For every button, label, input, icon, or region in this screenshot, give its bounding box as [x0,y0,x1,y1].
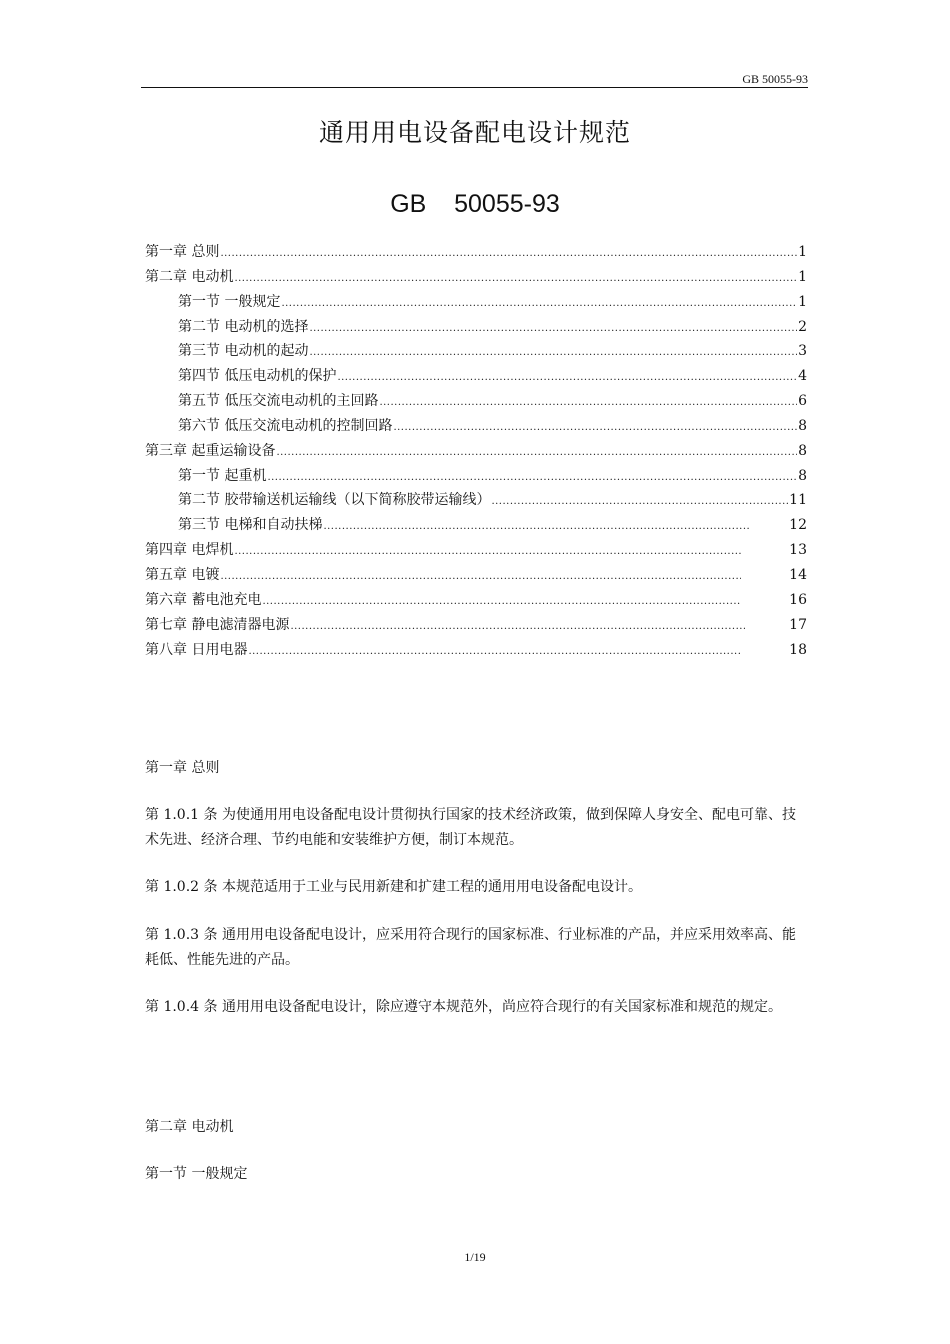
toc-label: 第一节 起重机 [178,467,267,484]
document-title: 通用用电设备配电设计规范 [318,118,631,147]
toc-page-number: 2 [798,318,807,335]
toc-entry[interactable] [145,339,807,364]
toc-page-number: 8 [798,467,807,484]
toc-label: 第二章 电动机 [145,268,234,285]
clause-1-0-2: 第 1.0.2 条 本规范适用于工业与民用新建和扩建工程的通用用电设备配电设计。 [145,879,642,895]
toc-label: 第一章 总则 [145,244,220,260]
toc-leader [281,292,797,317]
chapter-2-heading: 第二章 电动机 [145,1119,234,1135]
toc-leader [491,490,788,515]
toc-page-number: 1 [798,293,807,310]
clause-1-0-4: 第 1.0.4 条 通用用电设备配电设计，除应遵守本规范外，尚应符合现行的有关国家标准和规范的规定。 [145,999,782,1015]
toc-page-number: 11 [789,492,807,509]
toc-label: 第五节 低压交流电动机的主回路 [178,393,379,410]
toc-label: 第一节 一般规定 [178,293,281,310]
toc-leader [220,242,797,267]
toc-label: 第三节 电动机的起动 [178,343,309,360]
section-1-heading: 第一节 一般规定 [145,1166,248,1182]
toc-entry[interactable] [145,563,807,588]
toc-leader [379,391,797,416]
toc-entry[interactable] [145,290,807,315]
toc-page-number: 3 [798,343,807,360]
toc-leader [234,267,797,292]
toc-label: 第七章 静电滤清器电源 [145,616,290,633]
toc-page-number: 17 [789,616,807,633]
page-number: 1/19 [464,1250,486,1264]
toc-page-number: 4 [798,368,807,385]
standard-code: GB 50055-93 [390,190,560,218]
toc-label: 第五章 电镀 [145,566,220,583]
toc-entry[interactable] [145,488,807,513]
toc-entry[interactable] [145,439,807,464]
toc-label: 第四节 低压电动机的保护 [178,368,337,385]
toc-leader [267,466,797,491]
toc-label: 第三章 起重运输设备 [145,442,276,459]
toc-label: 第二节 电动机的选择 [178,318,309,335]
toc-label: 第二节 胶带输送机运输线（以下简称胶带运输线） [178,492,491,509]
toc-page-number: 1 [798,268,807,285]
toc-entry[interactable] [145,513,807,538]
toc-leader [323,515,749,540]
toc-page-number: 18 [789,641,807,658]
toc-page-number: 16 [789,591,807,608]
clause-1-0-1: 第 1.0.1 条 为使通用用电设备配电设计贯彻执行国家的技术经济政策，做到保障人身安全、配电可靠、技术先进、经济合理、节约电能和安装维护方便，制订本规范。 [145,807,796,848]
chapter-1-heading: 第一章 总则 [145,760,220,776]
toc-leader [234,540,741,565]
toc-leader [248,640,741,665]
toc-leader [220,565,741,590]
toc-entry[interactable] [145,538,807,563]
toc-leader [276,441,797,466]
toc-entry[interactable] [145,364,807,389]
toc-label: 第四章 电焊机 [145,542,234,559]
toc-page-number: 8 [798,417,807,434]
toc-leader [393,416,797,441]
table-of-contents [145,240,807,662]
toc-page-number: 1 [798,244,807,260]
toc-entry[interactable] [145,315,807,340]
toc-entry[interactable] [145,464,807,489]
toc-leader [337,366,797,391]
running-header: GB 50055-93 [742,72,808,86]
toc-entry[interactable] [145,638,807,663]
toc-page-number: 6 [798,393,807,410]
toc-entry[interactable] [145,588,807,613]
toc-entry[interactable] [145,240,807,265]
toc-label: 第六节 低压交流电动机的控制回路 [178,417,393,434]
toc-entry[interactable] [145,414,807,439]
toc-entry[interactable] [145,613,807,638]
toc-page-number: 8 [798,442,807,459]
toc-leader [309,317,797,342]
toc-page-number: 14 [789,566,807,583]
toc-leader [290,615,745,640]
toc-label: 第六章 蓄电池充电 [145,591,262,608]
toc-entry[interactable] [145,389,807,414]
toc-leader [262,590,741,615]
toc-leader [309,341,797,366]
toc-page-number: 12 [789,517,807,534]
header-rule [141,87,808,88]
toc-label: 第八章 日用电器 [145,641,248,658]
toc-entry[interactable] [145,265,807,290]
clause-1-0-3: 第 1.0.3 条 通用用电设备配电设计，应采用符合现行的国家标准、行业标准的产品，并应采用效率高、能耗低、性能先进的产品。 [145,927,796,968]
toc-page-number: 13 [789,542,807,559]
toc-label: 第三节 电梯和自动扶梯 [178,517,323,534]
